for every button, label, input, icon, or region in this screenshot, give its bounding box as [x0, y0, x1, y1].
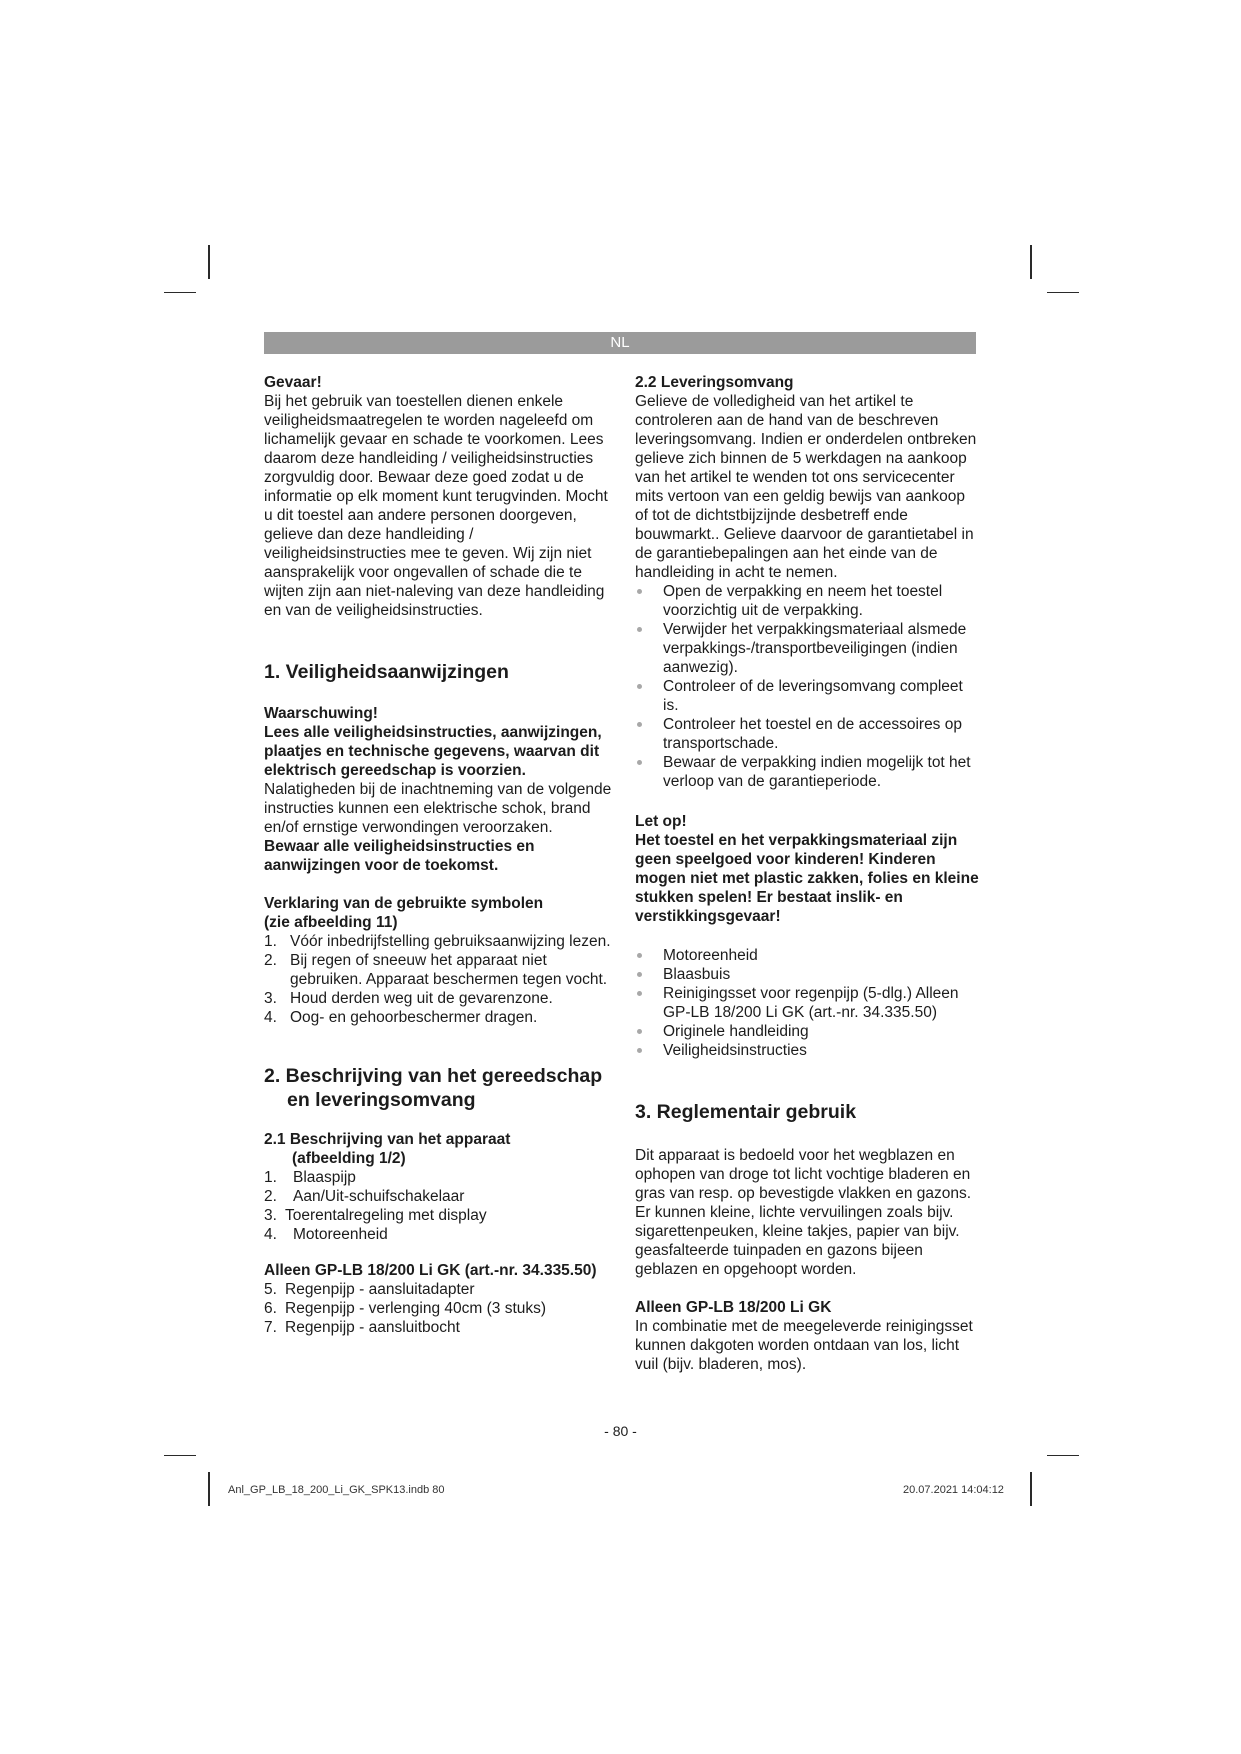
- warning-bold-text-2: Bewaar alle veiligheidsinstructies en aanwijzingen voor de toekomst.: [264, 838, 535, 874]
- subsection-2-2-title: 2.2 Leveringsomvang: [635, 374, 794, 391]
- section-1-title: 1. Veiligheidsaanwijzingen: [264, 661, 509, 683]
- crop-mark: [164, 292, 196, 293]
- list-item: Reinigingsset voor regenpijp (5-dlg.) Alleen GP-LB 18/200 Li GK (art.-nr. 34.335.50): [635, 984, 980, 1022]
- list-item: 4. Motoreenheid: [264, 1226, 388, 1243]
- list-item: 1. Vóór inbedrijfstelling gebruiksaanwijzing lezen.: [264, 933, 611, 950]
- list-item: 4. Oog- en gehoorbeschermer dragen.: [264, 1009, 538, 1026]
- section-3-text: Dit apparaat is bedoeld voor het wegblazen en ophopen van droge tot licht vochtige bladeren en gras van resp. op bevestigde vlakken en gazons. Er kunnen kleine, lichte vervuilingen zoals bijv. sigarettenpeuken, kleine takjes, papier van bijv. geasfalteerde tuinpaden en gazons bijeen geblazen en opgehoopt worden.: [635, 1147, 972, 1278]
- crop-mark: [1030, 245, 1032, 279]
- crop-mark: [1047, 292, 1079, 293]
- left-column: [264, 373, 614, 1337]
- list-item: Blaasbuis: [635, 965, 980, 984]
- warning-title: Waarschuwing!: [264, 705, 378, 722]
- caution-text: Het toestel en het verpakkingsmateriaal zijn geen speelgoed voor kinderen! Kinderen mogen niet met plastic zakken, folies en kleine stukken spelen! Er bestaat inslik- en verstikkingsgevaar!: [635, 832, 979, 925]
- list-item: Originele handleiding: [635, 1022, 980, 1041]
- section-2-title: 2. Beschrijving van het gereedschap en leveringsomvang: [264, 1065, 603, 1111]
- crop-mark: [208, 245, 210, 279]
- list-item: 7. Regenpijp - aansluitbocht: [264, 1319, 460, 1336]
- list-item: 2. Aan/Uit-schuifschakelaar: [264, 1188, 465, 1205]
- list-item: Controleer het toestel en de accessoires op transportschade.: [635, 715, 980, 753]
- list-item: Bewaar de verpakking indien mogelijk tot het verloop van de garantieperiode.: [635, 753, 980, 791]
- symbols-list: [264, 932, 614, 1027]
- warning-text: Nalatigheden bij de inachtneming van de volgende instructies kunnen een elektrische schok, brand en/of ernstige verwondingen veroorzaken.: [264, 781, 612, 836]
- list-item: Controleer of de leveringsomvang compleet is.: [635, 677, 980, 715]
- list-item: Verwijder het verpakkingsmateriaal alsmede verpakkings-/transportbeveiligingen (indien aanwezig).: [635, 620, 980, 677]
- subsection-2-1-title: 2.1 Beschrijving van het apparaat (afbeelding 1/2): [264, 1131, 511, 1167]
- list-item: 5. Regenpijp - aansluitadapter: [264, 1281, 475, 1298]
- danger-title: Gevaar!: [264, 374, 322, 391]
- only-model-title: Alleen GP-LB 18/200 Li GK (art.-nr. 34.335.50): [264, 1262, 597, 1279]
- list-item: 6. Regenpijp - verlenging 40cm (3 stuks): [264, 1300, 547, 1317]
- symbols-title: Verklaring van de gebruikte symbolen (zie afbeelding 11): [264, 895, 544, 931]
- caution-title: Let op!: [635, 813, 687, 830]
- list-item: Open de verpakking en neem het toestel voorzichtig uit de verpakking.: [635, 582, 980, 620]
- only-model-title: Alleen GP-LB 18/200 Li GK: [635, 1299, 832, 1316]
- list-item: Motoreenheid: [635, 946, 980, 965]
- language-header-bar: NL: [264, 332, 976, 354]
- right-column: [635, 373, 980, 1374]
- parts-list: [264, 1168, 614, 1244]
- crop-mark: [1030, 1472, 1032, 1506]
- page-number: - 80 -: [604, 1423, 637, 1439]
- crop-mark: [208, 1472, 210, 1506]
- footer-print-date: 20.07.2021 14:04:12: [903, 1484, 1004, 1496]
- only-model-parts-list: [264, 1280, 614, 1337]
- delivery-contents-list: [635, 946, 980, 1060]
- crop-mark: [1047, 1455, 1079, 1456]
- list-item: 3. Toerentalregeling met display: [264, 1207, 487, 1224]
- list-item: 3. Houd derden weg uit de gevarenzone.: [264, 990, 553, 1007]
- only-model-text: In combinatie met de meegeleverde reinigingsset kunnen dakgoten worden ontdaan van los, licht vuil (bijv. bladeren, mos).: [635, 1318, 973, 1373]
- list-item: 2. Bij regen of sneeuw het apparaat niet gebruiken. Apparaat beschermen tegen vocht.: [264, 952, 608, 988]
- danger-text: Bij het gebruik van toestellen dienen enkele veiligheidsmaatregelen te worden nageleefd om lichamelijk gevaar en schade te voorkomen. Lees daarom deze handleiding / veiligheidsinstructies zorgvuldig door. Bewaar deze goed zodat u de informatie op elk moment kunt terugvinden. Mocht u dit toestel aan andere personen doorgeven, gelieve dan deze handleiding / veiligheidsinstructies mee te geven. Wij zijn niet aansprakelijk voor ongevallen of schade die te wijten zijn aan niet-naleving van deze handleiding en van de veiligheidsinstructies.: [264, 393, 608, 619]
- list-item: Veiligheidsinstructies: [635, 1041, 980, 1060]
- subsection-2-2-text: Gelieve de volledigheid van het artikel te controleren aan de hand van de beschreven leveringsomvang. Indien er onderdelen ontbreken gelieve zich binnen de 5 werkdagen na aankoop van het artikel te wenden tot ons servicecenter mits vertoon van een geldig bewijs van aankoop of tot de dichtstbijzijnde desbetreff ende bouwmarkt.. Gelieve daarvoor de garantietabel in de garantiebepalingen aan het einde van de handleiding in acht te nemen.: [635, 393, 977, 581]
- footer-file-name: Anl_GP_LB_18_200_Li_GK_SPK13.indb 80: [228, 1484, 445, 1496]
- list-item: 1. Blaaspijp: [264, 1169, 356, 1186]
- section-3-title: 3. Reglementair gebruik: [635, 1101, 857, 1123]
- unpacking-steps-list: [635, 582, 980, 791]
- crop-mark: [164, 1455, 196, 1456]
- warning-bold-text: Lees alle veiligheidsinstructies, aanwijzingen, plaatjes en technische gegevens, waarvan dit elektrisch gereedschap is voorzien.: [264, 724, 602, 779]
